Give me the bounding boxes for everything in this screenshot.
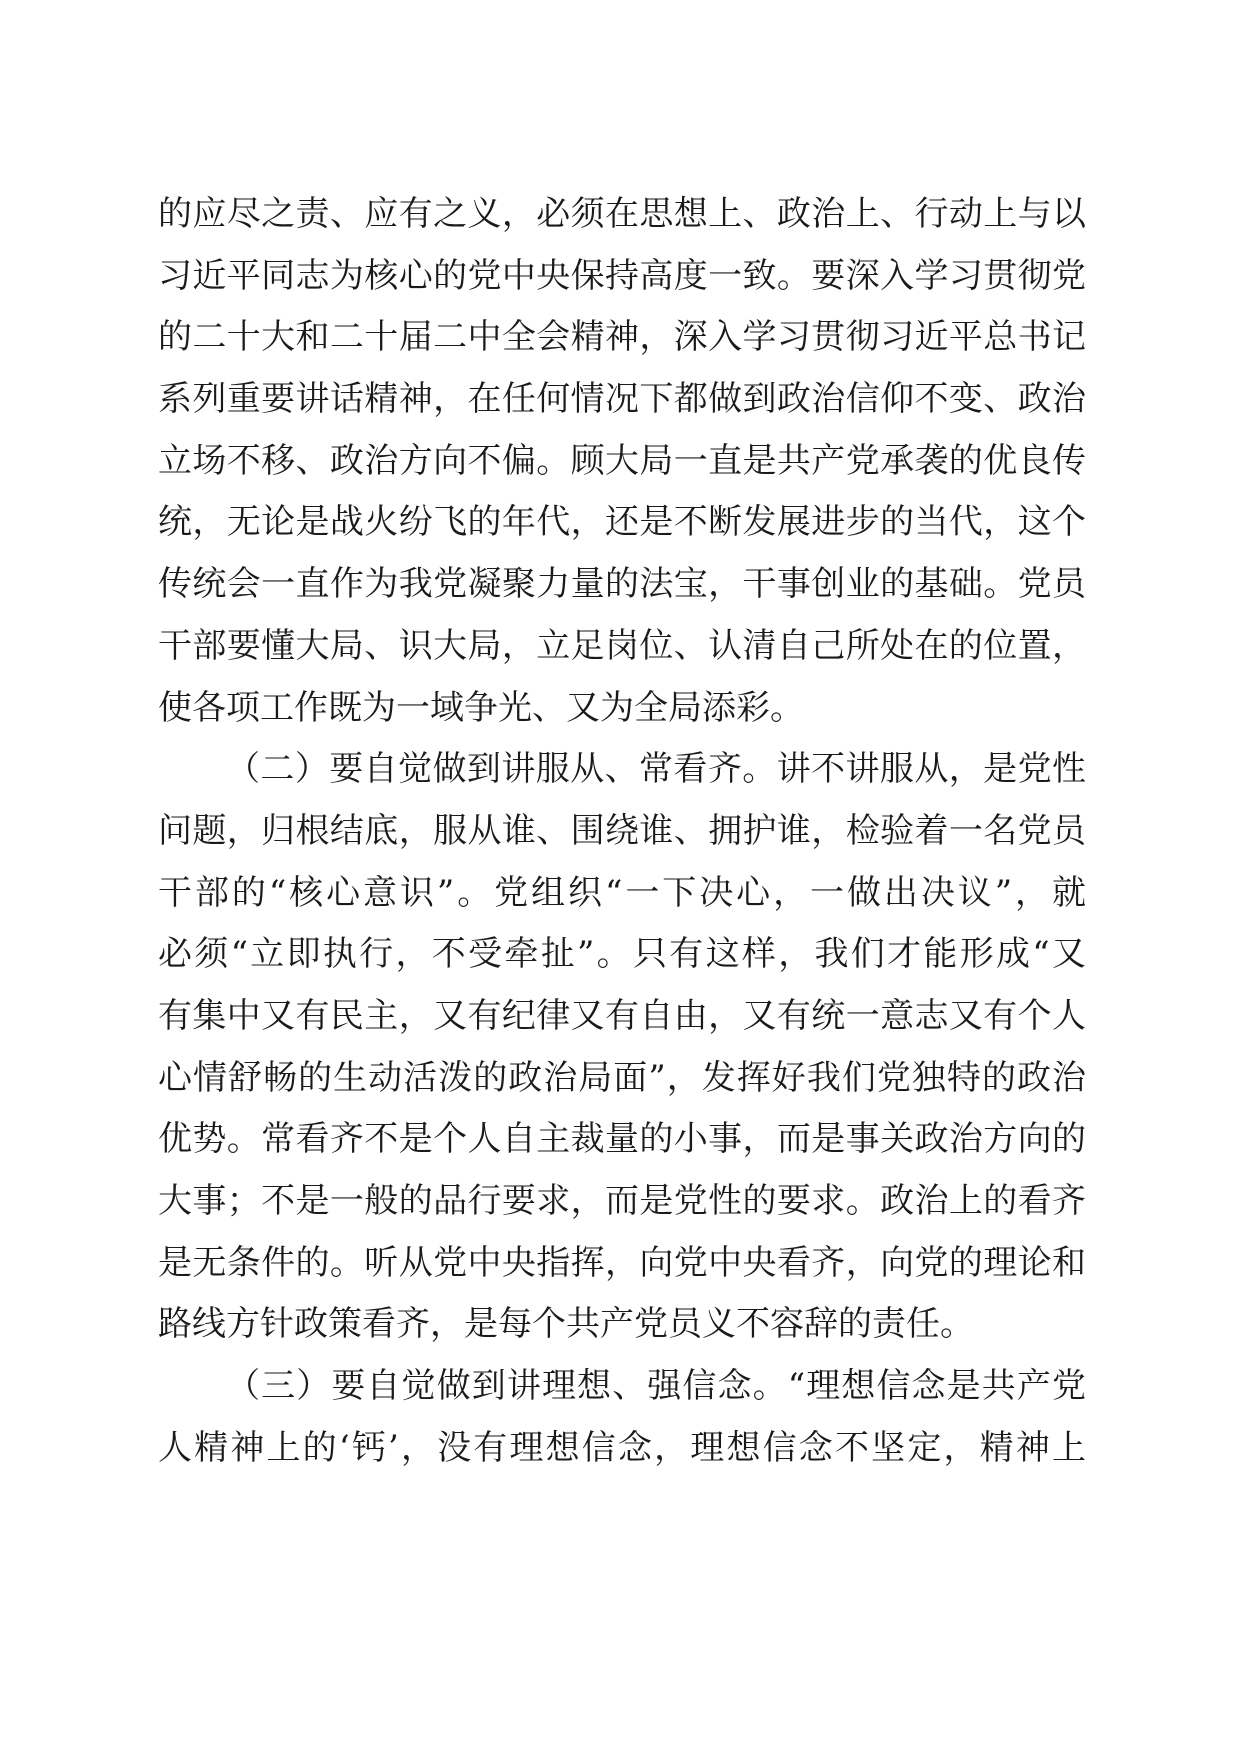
text-line: 是无条件的。听从党中央指挥，向党中央看齐，向党的理论和 <box>158 1242 1086 1283</box>
text-line: 统，无论是战火纷飞的年代，还是不断发展进步的当代，这个 <box>158 502 1086 543</box>
text-line: 优势。常看齐不是个人自主裁量的小事，而是事关政治方向的 <box>158 1119 1086 1160</box>
body-text <box>158 184 1086 1479</box>
text-line: 必须“立即执行，不受牵扯”。只有这样，我们才能形成“又 <box>158 934 1086 975</box>
text-line: 传统会一直作为我党凝聚力量的法宝，干事创业的基础。党员 <box>158 564 1086 605</box>
text-line: 干部的“核心意识”。党组织“一下决心，一做出决议”，就 <box>158 872 1086 913</box>
text-line: 人精神上的‘钙’，没有理想信念，理想信念不坚定，精神上 <box>158 1427 1086 1468</box>
text-line: 立场不移、政治方向不偏。顾大局一直是共产党承袭的优良传 <box>158 440 1086 481</box>
text-line: 系列重要讲话精神，在任何情况下都做到政治信仰不变、政治 <box>158 379 1086 420</box>
text-line: 问题，归根结底，服从谁、围绕谁、拥护谁，检验着一名党员 <box>158 810 1086 851</box>
text-line: 使各项工作既为一域争光、又为全局添彩。 <box>158 687 804 728</box>
text-line: 的二十大和二十届二中全会精神，深入学习贯彻习近平总书记 <box>158 317 1086 358</box>
section-heading-line: （三）要自觉做到讲理想、强信念。“理想信念是共产党 <box>226 1366 1086 1407</box>
text-line: 大事；不是一般的品行要求，而是党性的要求。政治上的看齐 <box>158 1181 1086 1221</box>
text-line: 的应尽之责、应有之义，必须在思想上、政治上、行动上与以 <box>158 194 1086 234</box>
text-line: 心情舒畅的生动活泼的政治局面”，发挥好我们党独特的政治 <box>158 1057 1086 1098</box>
text-line: 有集中又有民主，又有纪律又有自由，又有统一意志又有个人 <box>158 995 1086 1036</box>
text-line: 路线方针政策看齐，是每个共产党员义不容辞的责任。 <box>158 1304 974 1345</box>
section-heading-line: （二）要自觉做到讲服从、常看齐。讲不讲服从，是党性 <box>226 749 1086 790</box>
text-line: 干部要懂大局、识大局，立足岗位、认清自己所处在的位置， <box>158 625 1086 666</box>
text-line: 习近平同志为核心的党中央保持高度一致。要深入学习贯彻党 <box>158 255 1086 296</box>
